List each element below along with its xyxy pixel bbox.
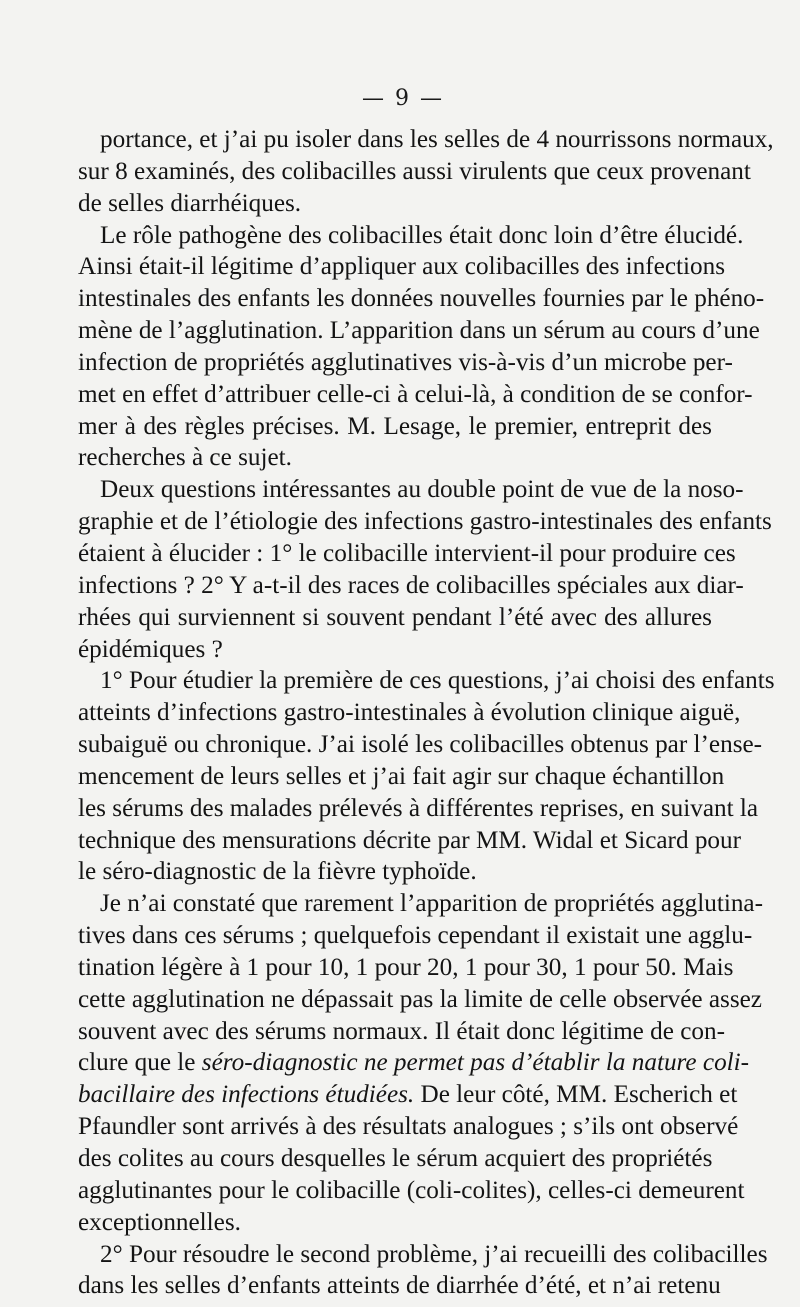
text-line: rhées qui surviennent si souvent pendant l’été avec des allures	[78, 603, 712, 631]
text-line: subaiguë ou chronique. J’ai isolé les colibacilles obtenus par l’ense-	[78, 731, 763, 759]
text-line: dans les selles d’enfants atteints de diarrhée d’été, et n’ai retenu	[78, 1272, 721, 1300]
text-line: épidémiques ?	[78, 635, 223, 663]
text-line: 1° Pour étudier la première de ces questions, j’ai choisi des enfants	[100, 667, 775, 695]
paragraph	[78, 124, 774, 220]
text-line: infections ? 2° Y a-t-il des races de colibacilles spéciales aux diar-	[78, 571, 744, 599]
text-line: graphie et de l’étiologie des infections gastro-intestinales des enfants	[78, 508, 772, 536]
body-text	[78, 124, 775, 1302]
text-line: bacillaire des infections étudiées. De leur côté, MM. Escherich et	[78, 1081, 738, 1109]
text-line: mer à des règles précises. M. Lesage, le premier, entreprit des	[78, 412, 712, 440]
paragraph	[78, 1239, 768, 1303]
text-line: infection de propriétés agglutinatives vis-à-vis d’un microbe per-	[78, 348, 733, 376]
text-line: Pfaundler sont arrivés à des résultats analogues ; s’ils ont observé	[78, 1113, 739, 1141]
text-line: tives dans ces sérums ; quelquefois cependant il existait une agglu-	[78, 922, 753, 950]
text-line: intestinales des enfants les données nouvelles fournies par le phéno-	[78, 285, 765, 313]
text-line: Je n’ai constaté que rarement l’apparition de propriétés agglutina-	[100, 890, 764, 918]
paragraph	[78, 474, 772, 665]
text-line: Ainsi était-il légitime d’appliquer aux colibacilles des infections	[78, 253, 725, 281]
text-line: exceptionnelles.	[78, 1208, 241, 1236]
text-line: Le rôle pathogène des colibacilles était donc loin d’être élucidé.	[100, 221, 744, 249]
text-line: met en effet d’attribuer celle-ci à celui-là, à condition de se confor-	[78, 380, 753, 408]
text-line: agglutinantes pour le colibacille (coli-colites), celles-ci demeurent	[78, 1176, 745, 1204]
text-line: étaient à élucider : 1° le colibacille intervient-il pour produire ces	[78, 539, 736, 567]
text-line: souvent avec des sérums normaux. Il était donc légitime de con-	[78, 1017, 725, 1045]
text-line: mencement de leurs selles et j’ai fait agir sur chaque échantillon	[78, 762, 725, 790]
page-number: — 9 —	[362, 86, 444, 111]
text-line: mène de l’agglutination. L’apparition dans un sérum au cours d’une	[78, 317, 760, 345]
text-line: recherches à ce sujet.	[78, 444, 292, 472]
text-line: les sérums des malades prélevés à différentes reprises, en suivant la	[78, 794, 759, 822]
text-line: tination légère à 1 pour 10, 1 pour 20, 1 pour 30, 1 pour 50. Mais	[78, 953, 734, 981]
text-line: le séro-diagnostic de la fièvre typhoïde.	[78, 858, 477, 886]
text-line: technique des mensurations décrite par MM. Widal et Sicard pour	[78, 826, 742, 854]
text-line: clure que le séro-diagnostic ne permet pas d’établir la nature coli-	[78, 1049, 750, 1077]
text-line: atteints d’infections gastro-intestinales à évolution clinique aiguë,	[78, 699, 741, 727]
text-line: portance, et j’ai pu isoler dans les selles de 4 nourrissons normaux,	[100, 126, 774, 153]
paragraph	[78, 665, 775, 888]
text-line: Deux questions intéressantes au double point de vue de la noso-	[100, 476, 744, 504]
text-line: de selles diarrhéiques.	[78, 189, 302, 217]
text-line: 2° Pour résoudre le second problème, j’ai recueilli des colibacilles	[100, 1240, 768, 1268]
text-line: cette agglutination ne dépassait pas la limite de celle observée assez	[78, 985, 762, 1013]
text-line: des colites au cours desquelles le sérum acquiert des propriétés	[78, 1145, 713, 1172]
paragraph	[78, 220, 765, 475]
paragraph	[78, 888, 764, 1238]
text-line: sur 8 examinés, des colibacilles aussi virulents que ceux provenant	[78, 157, 751, 185]
